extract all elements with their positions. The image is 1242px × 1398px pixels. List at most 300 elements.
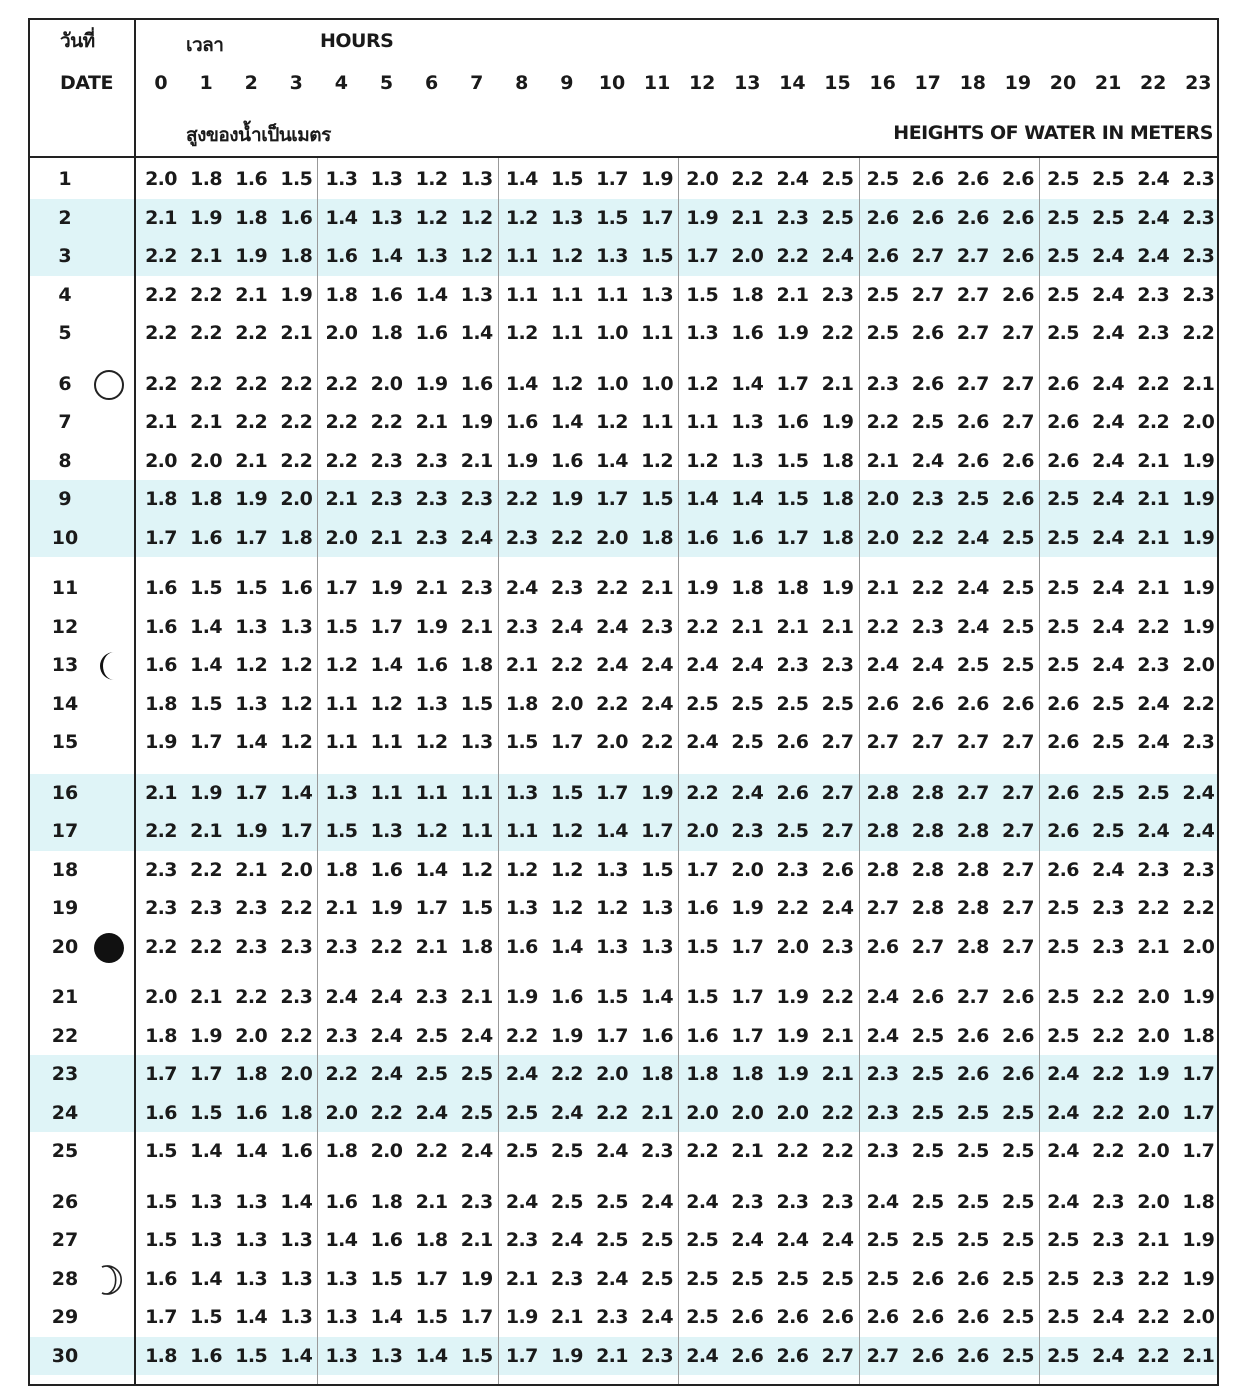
tide-height-cell: 2.7 [866, 897, 899, 919]
date-label: 21 [51, 986, 79, 1008]
tide-height-cell: 1.1 [325, 692, 358, 715]
tide-height-cell: 1.4 [235, 731, 268, 753]
tide-height-cell: 2.1 [1137, 1229, 1170, 1251]
date-label: 4 [58, 283, 72, 306]
tide-height-cell: 2.6 [731, 1306, 764, 1328]
tide-height-cell: 2.7 [911, 245, 944, 267]
tide-height-cell: 2.3 [190, 897, 223, 919]
tide-height-cell: 2.0 [280, 858, 313, 881]
tide-height-cell: 1.4 [460, 322, 493, 344]
tide-height-cell: 1.8 [145, 488, 177, 510]
hour-label: 9 [560, 72, 574, 94]
tide-height-cell: 2.5 [641, 1267, 674, 1290]
tide-height-cell: 2.7 [1001, 781, 1034, 804]
tide-height-cell: 2.5 [596, 1229, 628, 1251]
tide-height-cell: 1.2 [370, 692, 403, 715]
tide-height-cell: 2.4 [1092, 615, 1125, 638]
hour-label: 8 [515, 72, 529, 94]
tide-height-cell: 1.8 [415, 1229, 448, 1251]
tide-height-cell: 2.5 [1001, 1101, 1034, 1124]
tide-height-cell: 1.7 [550, 731, 583, 753]
tide-height-cell: 2.4 [686, 1344, 719, 1367]
tide-height-cell: 2.6 [911, 1344, 944, 1367]
date-label: 11 [51, 577, 79, 599]
tide-height-cell: 2.1 [776, 615, 809, 638]
tide-height-cell: 1.4 [280, 1190, 313, 1213]
tide-height-cell: 1.4 [415, 1344, 448, 1367]
tide-height-cell: 2.5 [1001, 1267, 1034, 1290]
tide-height-cell: 1.5 [686, 935, 719, 958]
tide-height-cell: 1.5 [686, 283, 719, 306]
tide-height-cell: 1.9 [686, 577, 719, 599]
tide-height-cell: 2.5 [460, 1101, 493, 1124]
tide-height-cell: 2.3 [911, 488, 944, 510]
tide-height-cell: 2.5 [911, 1140, 944, 1162]
tide-height-cell: 1.5 [460, 1344, 493, 1367]
tide-height-cell: 1.9 [460, 411, 493, 433]
tide-height-cell: 1.4 [370, 245, 403, 267]
tide-height-cell: 1.9 [145, 731, 177, 753]
tide-height-cell: 1.8 [821, 488, 854, 510]
tide-height-cell: 2.5 [911, 1024, 944, 1047]
tide-height-cell: 1.2 [550, 245, 583, 267]
tide-height-cell: 2.0 [1182, 654, 1215, 676]
tide-height-cell: 2.1 [821, 372, 854, 395]
tide-height-cell: 2.6 [1047, 731, 1079, 753]
tide-height-cell: 2.8 [911, 858, 944, 881]
tide-height-cell: 2.6 [1001, 1024, 1034, 1047]
tide-height-cell: 1.7 [280, 820, 313, 842]
tide-height-cell: 2.6 [776, 1344, 809, 1367]
tide-height-cell: 2.0 [776, 1101, 809, 1124]
tide-height-cell: 1.8 [145, 1024, 177, 1047]
tide-height-cell: 1.9 [235, 245, 268, 267]
tide-height-cell: 2.2 [1137, 1344, 1170, 1367]
tide-height-cell: 2.3 [370, 488, 403, 510]
tide-height-cell: 1.8 [1182, 1190, 1215, 1213]
tide-height-cell: 2.3 [866, 1101, 899, 1124]
tide-height-cell: 2.3 [1137, 322, 1170, 344]
tide-height-cell: 1.6 [415, 322, 448, 344]
tide-height-cell: 1.3 [370, 168, 403, 190]
date-label: 30 [51, 1344, 79, 1367]
tide-height-cell: 1.3 [460, 731, 493, 753]
tide-height-cell: 1.2 [505, 858, 538, 881]
tide-height-cell: 2.4 [641, 692, 674, 715]
tide-height-cell: 2.4 [956, 615, 989, 638]
tide-height-cell: 2.0 [235, 1024, 268, 1047]
new-moon-filled-icon [92, 931, 126, 965]
tide-height-cell: 1.1 [550, 283, 583, 306]
tide-height-cell: 1.6 [415, 654, 448, 676]
tide-height-cell: 1.3 [280, 1267, 313, 1290]
tide-height-cell: 1.3 [325, 1344, 358, 1367]
tide-height-cell: 1.7 [145, 1063, 177, 1085]
tide-height-cell: 2.2 [550, 654, 583, 676]
tide-height-cell: 1.8 [641, 526, 674, 549]
tide-height-cell: 1.6 [145, 615, 177, 638]
tide-height-cell: 2.1 [641, 1101, 674, 1124]
tide-height-cell: 1.3 [731, 411, 764, 433]
tide-height-cell: 1.4 [325, 1229, 358, 1251]
tide-height-cell: 1.3 [325, 1267, 358, 1290]
tide-height-cell: 1.5 [596, 986, 628, 1008]
tide-height-cell: 2.5 [731, 1267, 764, 1290]
tide-height-cell: 2.3 [415, 488, 448, 510]
tide-height-cell: 2.8 [956, 935, 989, 958]
tide-height-cell: 2.6 [1001, 206, 1034, 229]
tide-height-cell: 1.2 [550, 858, 583, 881]
tide-height-cell: 1.8 [776, 577, 809, 599]
tide-height-cell: 1.7 [596, 1024, 628, 1047]
tide-height-cell: 2.6 [911, 1306, 944, 1328]
tide-height-cell: 2.2 [596, 577, 628, 599]
full-moon-outline-icon [92, 368, 126, 402]
tide-height-cell: 2.4 [776, 168, 809, 190]
hour-label: 21 [1094, 72, 1122, 94]
tide-height-cell: 2.1 [1137, 488, 1170, 510]
tide-height-cell: 2.0 [866, 488, 899, 510]
tide-height-cell: 2.6 [956, 449, 989, 472]
tide-height-cell: 1.1 [550, 322, 583, 344]
tide-height-cell: 2.4 [1092, 372, 1125, 395]
tide-height-cell: 2.5 [911, 411, 944, 433]
tide-height-cell: 2.5 [731, 731, 764, 753]
tide-height-cell: 1.4 [596, 449, 628, 472]
tide-height-cell: 2.0 [145, 986, 177, 1008]
tide-height-cell: 2.4 [731, 1229, 764, 1251]
tide-height-cell: 1.2 [415, 168, 448, 190]
tide-height-cell: 1.4 [325, 206, 358, 229]
tide-height-cell: 1.3 [596, 935, 628, 958]
tide-height-cell: 1.6 [145, 1101, 177, 1124]
date-label: 8 [58, 449, 72, 472]
heights-header-english: HEIGHTS OF WATER IN METERS [893, 122, 1213, 144]
tide-height-cell: 2.3 [641, 615, 674, 638]
tide-height-cell: 2.2 [190, 935, 223, 958]
tide-height-cell: 1.3 [460, 283, 493, 306]
tide-height-cell: 1.3 [415, 692, 448, 715]
tide-height-cell: 2.3 [235, 935, 268, 958]
tide-height-cell: 1.6 [731, 322, 764, 344]
tide-height-cell: 2.6 [911, 372, 944, 395]
tide-height-cell: 2.4 [550, 615, 583, 638]
tide-height-cell: 2.7 [911, 283, 944, 306]
tide-height-cell: 2.5 [1092, 206, 1125, 229]
tide-height-cell: 2.0 [596, 1063, 628, 1085]
tide-height-cell: 2.4 [1182, 820, 1215, 842]
tide-height-cell: 1.8 [235, 1063, 268, 1085]
tide-height-cell: 2.2 [1092, 1024, 1125, 1047]
tide-height-cell: 2.7 [956, 372, 989, 395]
tide-height-cell: 1.3 [235, 1267, 268, 1290]
tide-height-cell: 2.1 [190, 245, 223, 267]
tide-height-cell: 2.2 [1182, 897, 1215, 919]
tide-height-cell: 1.9 [821, 411, 854, 433]
tide-height-cell: 1.7 [1182, 1063, 1215, 1085]
date-label: 29 [51, 1306, 79, 1328]
tide-height-cell: 2.4 [1092, 654, 1125, 676]
tide-height-cell: 2.1 [145, 206, 177, 229]
tide-height-cell: 2.6 [956, 692, 989, 715]
tide-height-cell: 1.6 [280, 577, 313, 599]
tide-height-cell: 2.4 [1092, 1306, 1125, 1328]
tide-height-cell: 2.2 [325, 449, 358, 472]
tide-height-cell: 2.4 [460, 1140, 493, 1162]
tide-height-cell: 2.4 [505, 1190, 538, 1213]
tide-height-cell: 1.8 [686, 1063, 719, 1085]
tide-height-cell: 1.2 [686, 449, 719, 472]
tide-height-cell: 2.7 [1001, 858, 1034, 881]
tide-height-cell: 2.1 [235, 449, 268, 472]
tide-height-cell: 2.0 [596, 526, 628, 549]
tide-height-cell: 1.5 [190, 577, 223, 599]
tide-height-cell: 2.5 [1047, 1229, 1079, 1251]
tide-height-cell: 1.4 [280, 1344, 313, 1367]
tide-height-cell: 1.3 [325, 168, 358, 190]
tide-height-cell: 2.0 [280, 488, 313, 510]
tide-height-cell: 2.4 [956, 526, 989, 549]
tide-height-cell: 1.9 [190, 206, 223, 229]
tide-height-cell: 2.3 [145, 897, 177, 919]
tide-height-cell: 1.5 [686, 986, 719, 1008]
tide-height-cell: 1.6 [145, 1267, 177, 1290]
tide-height-cell: 2.5 [596, 1190, 628, 1213]
tide-height-cell: 2.8 [866, 781, 899, 804]
tide-height-cell: 2.5 [686, 1229, 719, 1251]
tide-height-cell: 1.8 [145, 692, 177, 715]
tide-height-cell: 2.5 [776, 692, 809, 715]
tide-height-cell: 2.3 [821, 283, 854, 306]
tide-height-cell: 2.2 [1182, 692, 1215, 715]
tide-height-cell: 1.6 [235, 168, 268, 190]
tide-height-cell: 2.4 [1047, 1190, 1079, 1213]
tide-height-cell: 2.7 [956, 986, 989, 1008]
tide-height-cell: 2.1 [235, 283, 268, 306]
tide-height-cell: 2.5 [911, 1190, 944, 1213]
tide-height-cell: 2.4 [1137, 692, 1170, 715]
tide-height-cell: 2.6 [776, 731, 809, 753]
tide-height-cell: 1.2 [550, 820, 583, 842]
tide-height-cell: 2.4 [821, 245, 854, 267]
tide-height-cell: 2.3 [550, 1267, 583, 1290]
tide-height-cell: 1.6 [145, 654, 177, 676]
tide-height-cell: 1.4 [505, 372, 538, 395]
tide-height-cell: 2.2 [145, 283, 177, 306]
hour-label: 16 [869, 72, 896, 94]
tide-height-cell: 2.6 [866, 1306, 899, 1328]
tide-height-cell: 1.4 [190, 1140, 223, 1162]
tide-height-cell: 2.5 [956, 488, 989, 510]
tide-height-cell: 1.2 [235, 654, 268, 676]
tide-height-cell: 2.3 [1182, 245, 1215, 267]
tide-height-cell: 2.2 [821, 322, 854, 344]
hours-header-english: HOURS [320, 30, 394, 52]
tide-height-cell: 1.9 [505, 1306, 538, 1328]
tide-height-cell: 1.3 [235, 615, 268, 638]
tide-height-cell: 1.1 [370, 731, 403, 753]
tide-height-cell: 1.9 [1182, 986, 1215, 1008]
tide-height-cell: 2.6 [911, 322, 944, 344]
tide-height-cell: 2.4 [1092, 1344, 1125, 1367]
tide-height-cell: 1.7 [596, 488, 628, 510]
tide-height-cell: 1.3 [505, 781, 538, 804]
tide-height-cell: 1.3 [686, 322, 719, 344]
date-label: 6 [58, 372, 72, 395]
tide-height-cell: 1.9 [731, 897, 764, 919]
tide-height-cell: 1.8 [235, 206, 268, 229]
tide-height-cell: 2.4 [686, 731, 719, 753]
tide-height-cell: 1.2 [280, 692, 313, 715]
tide-height-cell: 1.3 [325, 781, 358, 804]
tide-height-cell: 2.5 [1047, 615, 1079, 638]
hour-label: 12 [688, 72, 716, 94]
tide-height-cell: 2.2 [280, 897, 313, 919]
tide-height-cell: 2.5 [821, 168, 854, 190]
tide-height-cell: 2.0 [731, 1101, 764, 1124]
tide-height-cell: 2.2 [370, 935, 403, 958]
tide-height-cell: 2.4 [911, 449, 944, 472]
tide-height-cell: 1.9 [1182, 1229, 1215, 1251]
tide-height-cell: 2.5 [1047, 1024, 1079, 1047]
tide-height-cell: 2.7 [911, 731, 944, 753]
tide-height-cell: 2.7 [821, 820, 854, 842]
tide-height-cell: 1.4 [505, 168, 538, 190]
tide-height-cell: 2.4 [370, 986, 403, 1008]
tide-height-cell: 1.2 [325, 654, 358, 676]
tide-height-cell: 1.6 [190, 1344, 223, 1367]
tide-height-cell: 2.1 [190, 411, 223, 433]
tide-height-cell: 1.7 [370, 615, 403, 638]
tide-height-cell: 1.7 [1182, 1140, 1215, 1162]
tide-height-cell: 2.6 [866, 935, 899, 958]
tide-height-cell: 2.3 [415, 449, 448, 472]
tide-height-cell: 2.1 [415, 577, 448, 599]
tide-height-cell: 1.8 [505, 692, 538, 715]
tide-height-cell: 1.9 [550, 1344, 583, 1367]
tide-height-cell: 2.5 [1047, 897, 1079, 919]
tide-height-cell: 2.8 [911, 897, 944, 919]
tide-height-cell: 1.4 [280, 781, 313, 804]
tide-height-cell: 2.1 [415, 1190, 448, 1213]
tide-height-cell: 2.2 [190, 372, 223, 395]
tide-height-cell: 2.5 [776, 1267, 809, 1290]
tide-height-cell: 1.2 [686, 372, 719, 395]
tide-height-cell: 1.5 [641, 245, 674, 267]
tide-height-cell: 2.2 [596, 1101, 628, 1124]
tide-height-cell: 2.0 [596, 731, 628, 753]
tide-height-cell: 1.9 [821, 577, 854, 599]
tide-height-cell: 2.6 [956, 168, 989, 190]
tide-height-cell: 2.2 [370, 411, 403, 433]
tide-height-cell: 2.5 [1047, 488, 1079, 510]
tide-height-cell: 2.2 [235, 986, 268, 1008]
tide-height-cell: 2.2 [145, 245, 177, 267]
tide-height-cell: 2.1 [731, 206, 764, 229]
tide-height-cell: 2.7 [956, 283, 989, 306]
tide-height-cell: 2.2 [776, 897, 809, 919]
tide-height-cell: 1.8 [190, 168, 223, 190]
hour-label: 19 [1004, 72, 1032, 94]
tide-height-cell: 2.6 [911, 986, 944, 1008]
tide-height-cell: 2.4 [956, 577, 989, 599]
tide-height-cell: 2.7 [956, 322, 989, 344]
tide-height-cell: 1.5 [190, 1306, 223, 1328]
tide-height-cell: 2.5 [1001, 1229, 1034, 1251]
tide-height-cell: 1.2 [550, 372, 583, 395]
tide-height-cell: 1.6 [550, 986, 583, 1008]
tide-height-cell: 2.1 [415, 411, 448, 433]
tide-height-cell: 2.4 [1137, 820, 1170, 842]
tide-height-cell: 2.3 [325, 1024, 358, 1047]
hour-label: 22 [1139, 72, 1167, 94]
tide-height-cell: 1.7 [641, 206, 674, 229]
date-column-divider [134, 20, 136, 1384]
tide-height-cell: 2.3 [280, 935, 313, 958]
tide-height-cell: 2.3 [776, 1190, 809, 1213]
tide-height-cell: 1.7 [145, 526, 177, 549]
tide-height-cell: 1.9 [235, 820, 268, 842]
tide-height-cell: 1.3 [460, 168, 493, 190]
hour-label: 11 [643, 72, 671, 94]
tide-height-cell: 1.9 [550, 488, 583, 510]
tide-height-cell: 2.5 [1001, 1344, 1034, 1367]
tide-height-cell: 1.4 [641, 986, 674, 1008]
tide-height-cell: 2.3 [911, 615, 944, 638]
tide-height-cell: 2.5 [1001, 615, 1034, 638]
tide-height-cell: 1.8 [370, 1190, 403, 1213]
date-label: 15 [51, 731, 79, 753]
tide-height-cell: 1.7 [145, 1306, 177, 1328]
tide-height-cell: 2.2 [686, 1140, 719, 1162]
tide-height-cell: 2.8 [956, 820, 989, 842]
tide-height-cell: 1.5 [145, 1140, 177, 1162]
tide-height-cell: 2.1 [190, 986, 223, 1008]
tide-height-cell: 1.6 [370, 283, 403, 306]
tide-height-cell: 1.9 [1182, 615, 1215, 638]
tide-height-cell: 1.7 [641, 820, 674, 842]
header-divider [30, 156, 1217, 158]
tide-height-cell: 2.7 [956, 731, 989, 753]
tide-height-cell: 1.5 [145, 1190, 177, 1213]
tide-height-cell: 2.2 [731, 168, 764, 190]
tide-height-cell: 1.8 [190, 488, 223, 510]
tide-height-cell: 2.5 [1047, 577, 1079, 599]
tide-height-cell: 1.5 [235, 577, 268, 599]
tide-height-cell: 1.9 [505, 986, 538, 1008]
tide-height-cell: 2.0 [776, 935, 809, 958]
tide-height-cell: 2.5 [911, 1101, 944, 1124]
tide-height-cell: 2.5 [1047, 206, 1079, 229]
tide-height-cell: 1.9 [235, 488, 268, 510]
tide-height-cell: 1.9 [280, 283, 313, 306]
tide-height-cell: 2.3 [460, 1190, 493, 1213]
tide-height-cell: 1.6 [505, 411, 538, 433]
tide-height-cell: 1.6 [145, 577, 177, 599]
tide-height-cell: 1.5 [190, 1101, 223, 1124]
tide-height-cell: 1.8 [280, 245, 313, 267]
tide-height-cell: 1.8 [325, 1140, 358, 1162]
tide-height-cell: 2.0 [145, 449, 177, 472]
tide-height-cell: 2.1 [596, 1344, 628, 1367]
tide-height-cell: 2.1 [460, 449, 493, 472]
tide-height-cell: 2.1 [460, 615, 493, 638]
tide-height-cell: 1.5 [145, 1229, 177, 1251]
tide-height-cell: 1.1 [325, 731, 358, 753]
tide-height-cell: 1.7 [235, 526, 268, 549]
tide-height-cell: 1.7 [190, 731, 223, 753]
tide-height-cell: 1.9 [641, 781, 674, 804]
